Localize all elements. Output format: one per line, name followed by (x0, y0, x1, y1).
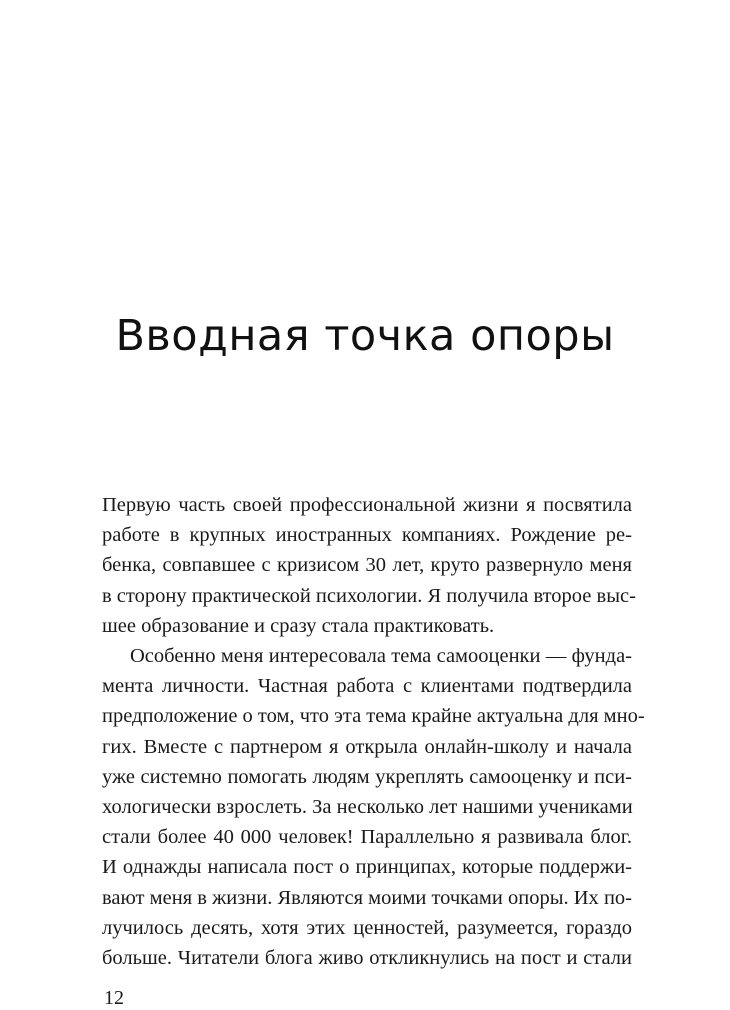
text-line: лучилось десять, хотя этих ценностей, разумеется, гораздо (102, 916, 632, 939)
text-line: вают меня в жизни. Являются моими точками опоры. Их по- (102, 886, 632, 909)
text-line: хологически взрослеть. За несколько лет нашими учениками (102, 796, 633, 819)
chapter-title: Вводная точка опоры (115, 311, 615, 361)
text-line: уже системно помогать людям укреплять самооценку и пси- (102, 765, 632, 788)
text-line: предположение о том, что эта тема крайне актуальна для мно- (102, 705, 645, 728)
text-line: стали более 40 000 человек! Параллельно я развивала блог. (102, 826, 632, 849)
text-line: шее образование и сразу стала практиковать. (102, 614, 495, 637)
text-line: работе в крупных иностранных компаниях. Рождение ре- (102, 524, 632, 547)
text-line: в сторону практической психологии. Я получила второе выс- (102, 584, 636, 607)
body-text (102, 490, 645, 973)
text-line: мента личности. Частная работа с клиентами подтвердила (102, 675, 632, 698)
paragraph-2 (102, 641, 645, 973)
text-line: больше. Читатели блога живо откликнулись на пост и стали (102, 947, 632, 970)
text-line: гих. Вместе с партнером я открыла онлайн-школу и начала (102, 735, 632, 758)
paragraph-1 (102, 490, 636, 641)
text-line: Первую часть своей профессиональной жизни я посвятила (102, 494, 632, 516)
text-line: И однажды написала пост о принципах, которые поддержи- (102, 856, 632, 879)
text-line: Особенно меня интересовала тема самооценки — фунда- (130, 645, 632, 668)
text-line: бенка, совпавшее с кризисом 30 лет, круто развернуло меня (102, 554, 632, 577)
page-number: 12 (104, 987, 124, 1009)
